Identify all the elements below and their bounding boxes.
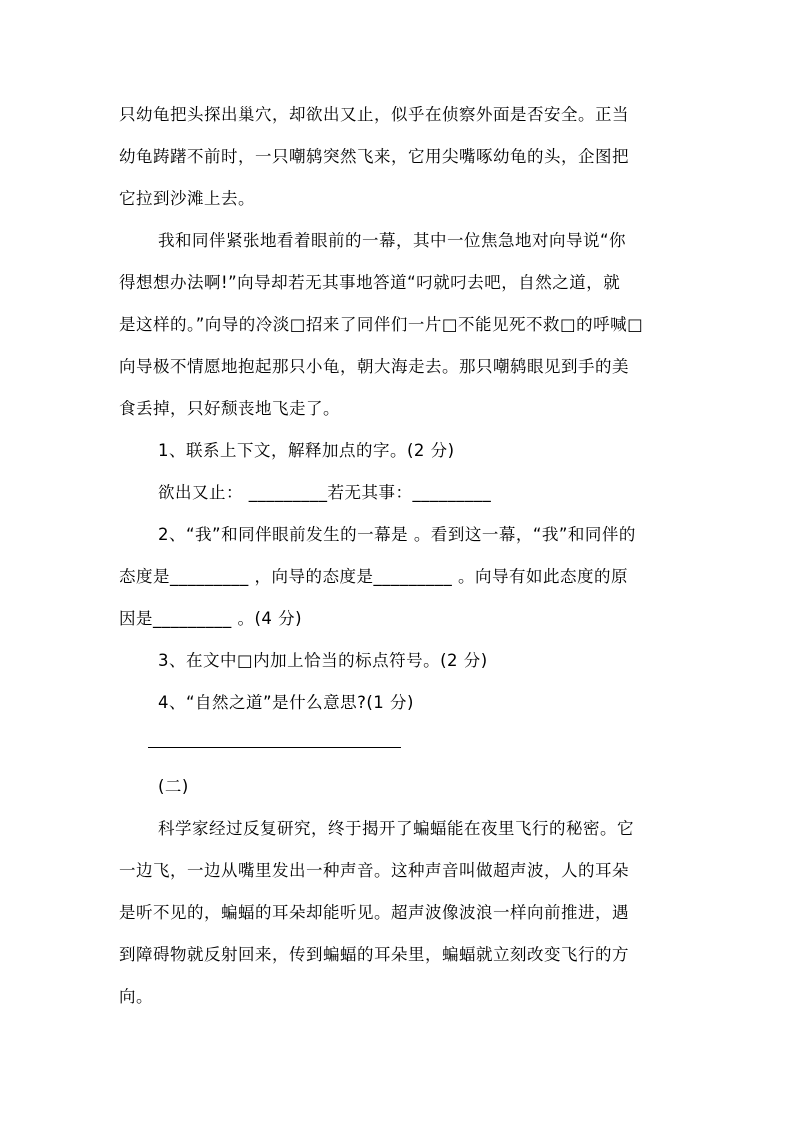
passage2-line: 到障碍物就反射回来，传到蝙蝠的耳朵里，蝙蝠就立刻改变飞行的方 <box>119 945 629 964</box>
question-4: 4、“自然之道”是什么意思?(1 分) <box>158 693 414 712</box>
passage1-line: 食丢掉，只好颓丧地飞走了。 <box>119 399 340 418</box>
passage2-line: 一边飞，一边从嘴里发出一种声音。这种声音叫做超声波，人的耳朵 <box>119 861 629 880</box>
passage2-line: 科学家经过反复研究，终于揭开了蝙蝠能在夜里飞行的秘密。它 <box>158 819 634 838</box>
passage1-line: 向导极不情愿地抱起那只小龟，朝大海走去。那只嘲鸫眼见到手的美 <box>119 357 629 376</box>
question-2: 因是_________ 。(4 分) <box>119 609 303 628</box>
question-3: 3、在文中□内加上恰当的标点符号。(2 分) <box>158 651 488 670</box>
passage2-line: 是听不见的，蝙蝠的耳朵却能听见。超声波像波浪一样向前推进，遇 <box>119 903 629 922</box>
passage2-line: 向。 <box>119 987 153 1006</box>
section-heading: (二) <box>158 777 189 796</box>
question-1-fill: 欲出又止： _________若无其事：_________ <box>158 483 492 502</box>
question-2: 2、“我”和同伴眼前发生的一幕是 。看到这一幕，“我”和同伴的 <box>158 525 636 544</box>
passage1-line: 它拉到沙滩上去。 <box>119 189 255 208</box>
passage1-line: 是这样的。”向导的冷淡□招来了同伴们一片□不能见死不救□的呼喊□ <box>119 315 644 334</box>
question-1: 1、联系上下文，解释加点的字。(2 分) <box>158 441 455 460</box>
passage1-line: 幼龟踌躇不前时，一只嘲鸫突然飞来，它用尖嘴啄幼龟的头，企图把 <box>119 147 629 166</box>
passage1-line: 只幼龟把头探出巢穴，却欲出又止，似乎在侦察外面是否安全。正当 <box>119 105 629 124</box>
passage1-line: 得想想办法啊!”向导却若无其事地答道“叼就叼去吧，自然之道，就 <box>119 273 621 292</box>
passage1-line: 我和同伴紧张地看着眼前的一幕，其中一位焦急地对向导说“你 <box>158 231 627 250</box>
answer-blank-line <box>148 747 401 748</box>
question-2: 态度是_________ ，向导的态度是_________ 。向导有如此态度的原 <box>119 567 628 586</box>
